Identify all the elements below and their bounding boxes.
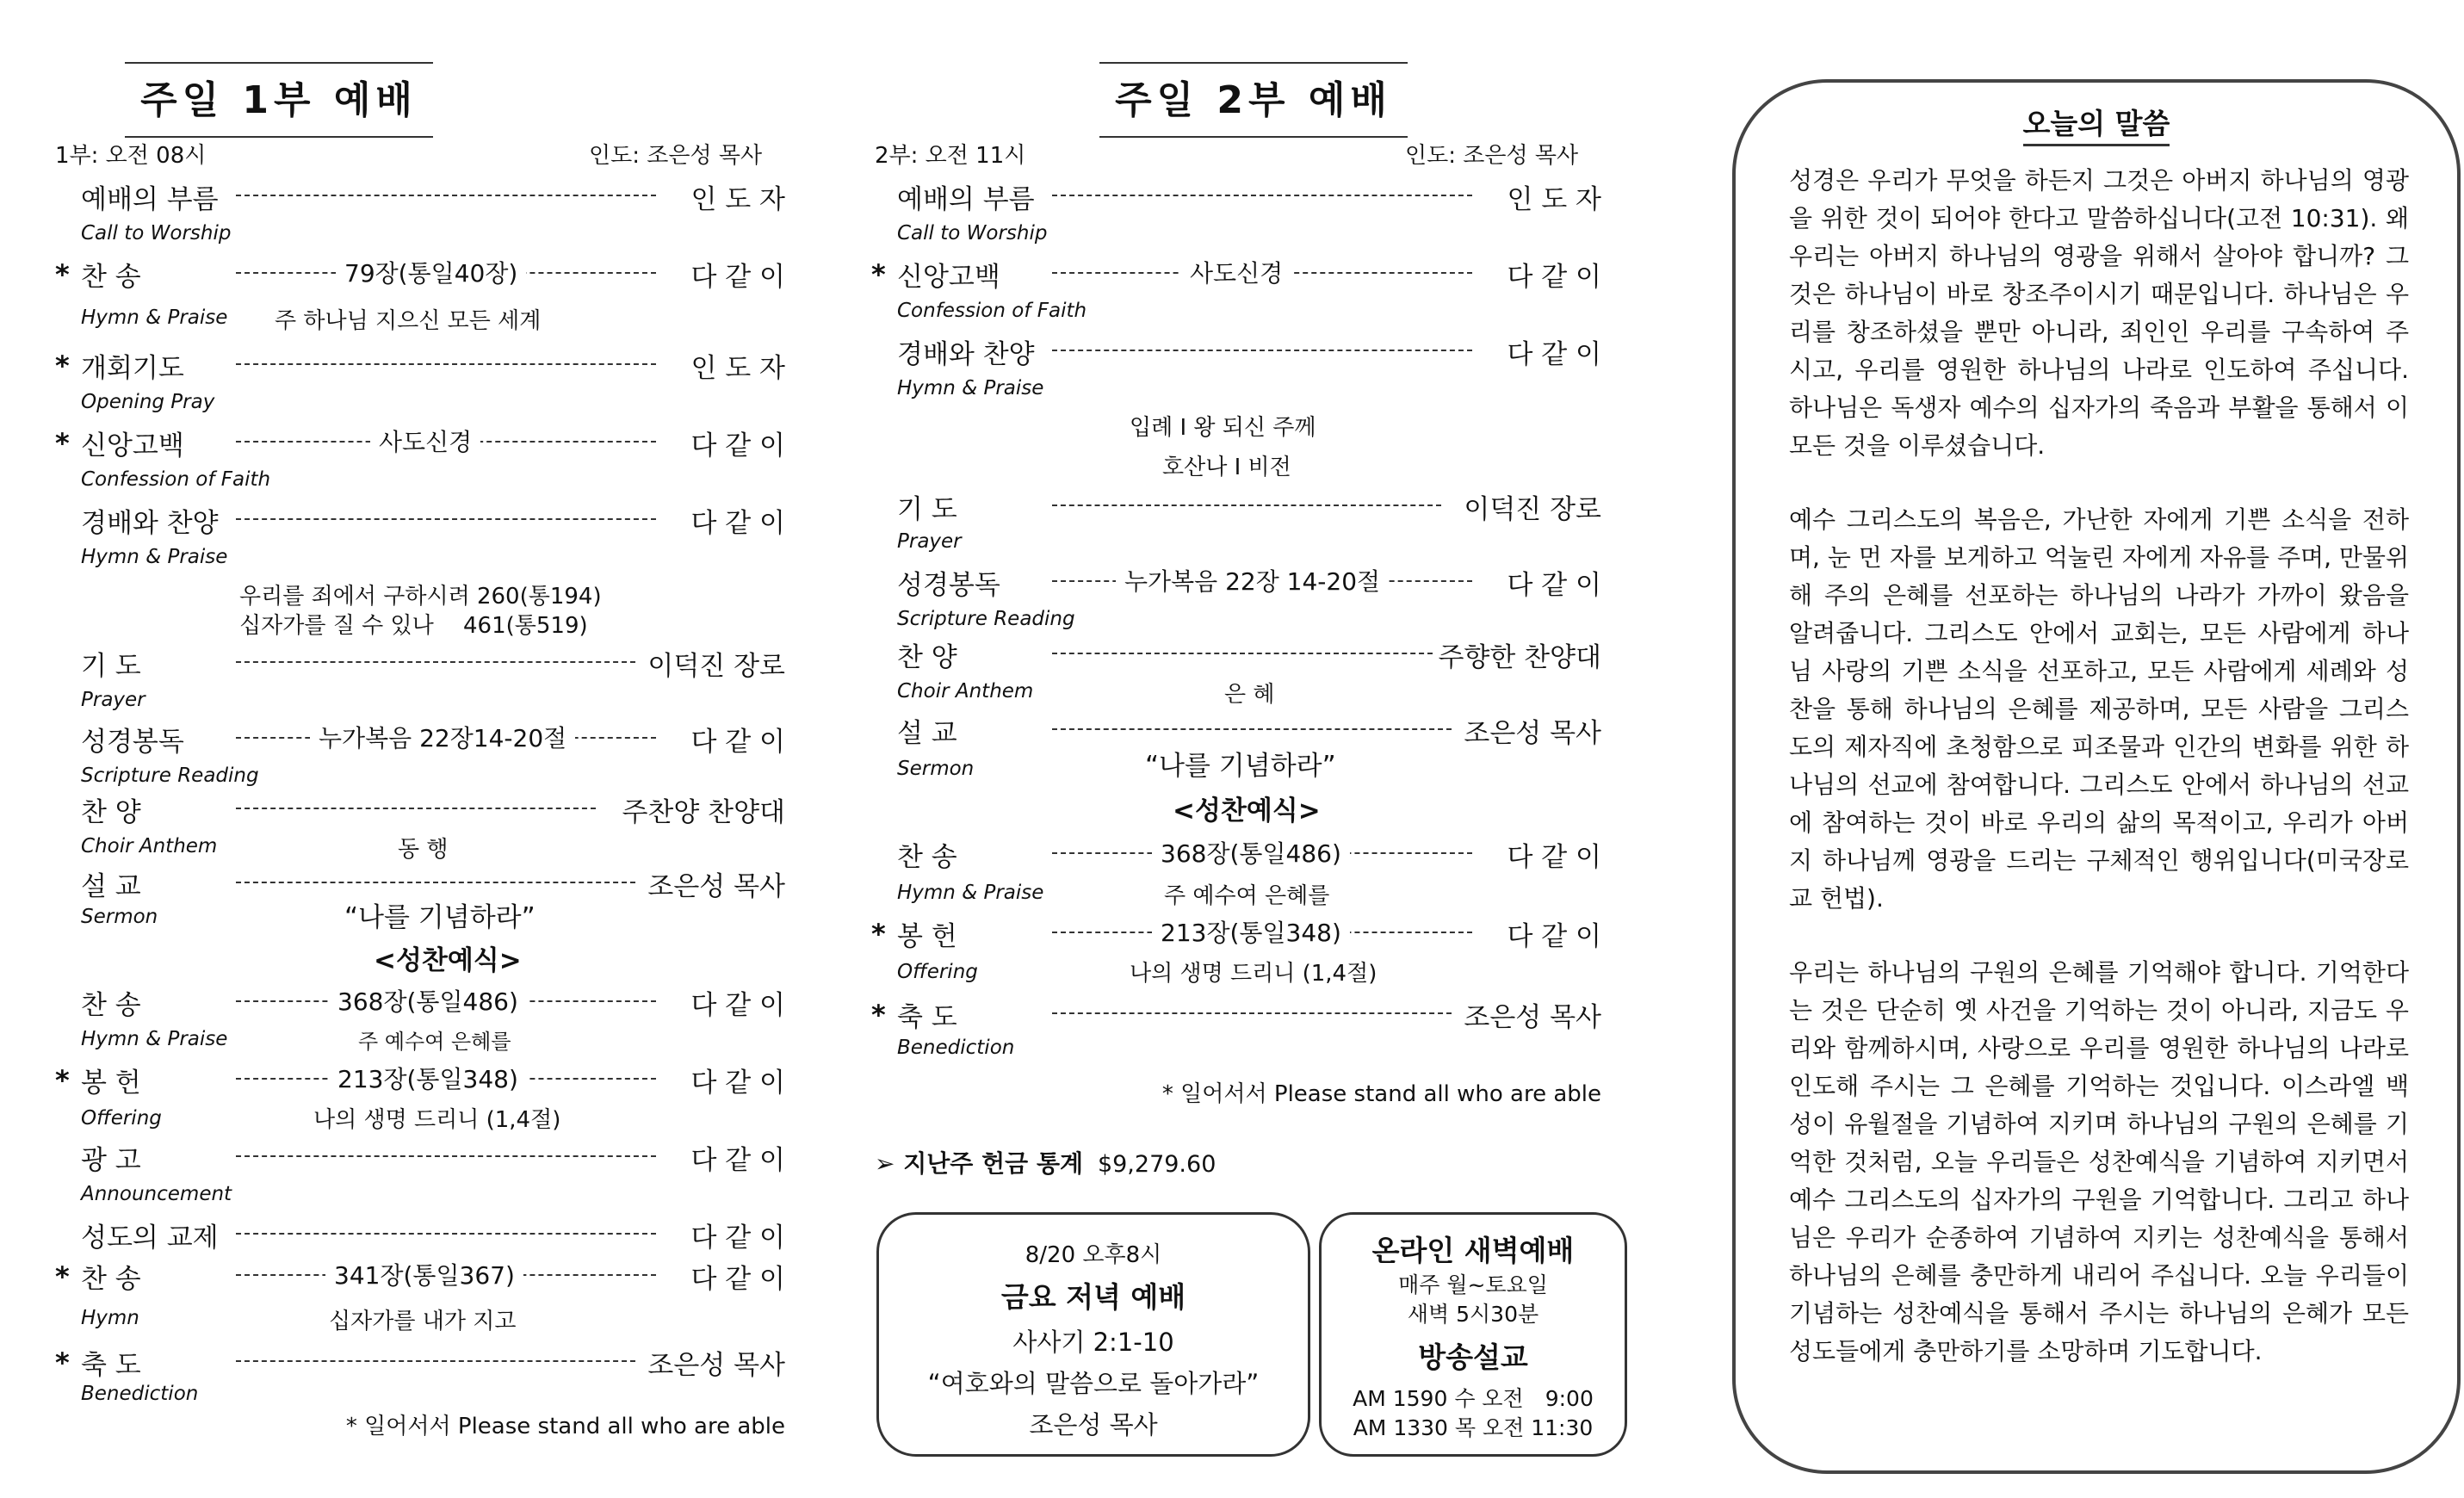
item-name: 성경봉독 — [897, 570, 1000, 601]
dotted-leader — [236, 363, 656, 365]
item-english: Prayer — [897, 530, 962, 553]
order-item — [871, 177, 1601, 214]
hymn-title: 주 하나님 지으신 모든 세계 — [275, 308, 542, 334]
item-leader: 다 같 이 — [690, 1223, 785, 1253]
communion-heading: <성찬예식> — [1173, 795, 1321, 826]
hymn-title: 십자가를 내가 지고 — [329, 1309, 517, 1334]
order-item — [55, 1138, 785, 1174]
offering-hymn-title: 나의 생명 드리니 (1,4절) — [1130, 961, 1377, 987]
dotted-leader — [236, 1233, 656, 1235]
stand-marker: * — [871, 999, 886, 1031]
praise-song-1: 입례 I 왕 되신 주께 — [1130, 415, 1316, 441]
broadcast-am1: AM 1590 수 오전 9:00 — [1353, 1386, 1594, 1411]
item-english: Choir Anthem — [81, 835, 218, 857]
stand-marker: * — [871, 258, 886, 291]
item-leader: 이덕진 장로 — [1464, 494, 1601, 525]
item-name: 찬 송 — [81, 1264, 141, 1295]
stand-note: * 일어서서 Please stand all who are able — [345, 1414, 785, 1439]
item-leader: 다 같 이 — [1507, 570, 1601, 601]
service2-column — [871, 0, 1601, 1498]
item-leader: 인 도 자 — [690, 353, 785, 384]
friday-preacher: 조은성 목사 — [1029, 1410, 1158, 1439]
order-item — [55, 1257, 785, 1293]
todays-word-paragraph-1: 성경은 우리가 무엇을 하든지 그것은 아버지 하나님의 영광을 위한 것이 되어야 한다고 말씀하십니다(고전 10:31). 왜 우리는 아버지 하나님의 영광을 위해서 살아야 합니까? 그것은 하나님이 바로 창조주이시기 때문입니다. 하나님은 우리를 창조하셨을 뿐만 아니라, 죄인인 우리를 구속하여 주시고, 우리를 영원한 하나님의 나라로 인도하여 주십니다. 하나님은 독생자 예수의 십자가의 죽음과 부활을 통해서 이 모든 것을 이루셨습니다. — [1789, 166, 2409, 460]
item-leader: 다 같 이 — [690, 727, 785, 758]
stand-marker: * — [55, 1346, 70, 1379]
scripture: 누가복음 22장14-20절 — [310, 720, 575, 754]
order-item — [871, 563, 1601, 599]
item-name: 경배와 찬양 — [897, 339, 1035, 370]
dawn-title: 온라인 새벽예배 — [1371, 1234, 1575, 1267]
item-name: 광 고 — [81, 1145, 141, 1176]
order-item — [871, 914, 1601, 950]
stand-note: * 일어서서 Please stand all who are able — [1161, 1081, 1601, 1107]
dawn-service-box — [1319, 1212, 1627, 1457]
hymn-number: 341장(통일367) — [325, 1257, 523, 1291]
item-english: Hymn & Praise — [81, 1028, 228, 1050]
item-leader: 다 같 이 — [1507, 842, 1601, 873]
dotted-leader — [1052, 195, 1472, 196]
item-leader: 조은성 목사 — [647, 871, 785, 902]
item-leader: 주찬양 찬양대 — [622, 797, 785, 828]
item-english: Hymn & Praise — [81, 546, 228, 568]
item-name: 봉 헌 — [897, 921, 957, 952]
friday-title: 금요 저녁 예배 — [1000, 1280, 1186, 1314]
item-name: 축 도 — [81, 1350, 141, 1381]
item-english: Hymn & Praise — [81, 306, 228, 329]
item-name: 신앙고백 — [81, 430, 184, 461]
item-leader: 주향한 찬양대 — [1438, 642, 1601, 673]
item-leader: 다 같 이 — [1507, 262, 1601, 293]
creed: 사도신경 — [370, 424, 480, 458]
broadcast-title: 방송설교 — [1418, 1340, 1528, 1374]
dotted-leader — [1052, 504, 1441, 506]
creed: 사도신경 — [1181, 255, 1291, 289]
order-item — [55, 983, 785, 1019]
dotted-leader — [236, 661, 635, 663]
stand-marker: * — [55, 1064, 70, 1097]
service1-title: 주일 1부 예배 — [125, 62, 433, 138]
item-leader: 이덕진 장로 — [647, 651, 785, 682]
item-name: 예배의 부름 — [81, 184, 219, 215]
item-name: 신앙고백 — [897, 262, 1000, 293]
communion-heading: <성찬예식> — [374, 945, 522, 976]
item-english: Hymn & Praise — [897, 882, 1044, 904]
item-name: 설 교 — [81, 871, 141, 902]
service1-time: 1부: 오전 08시 — [55, 143, 207, 169]
todays-word-paragraph-3: 우리는 하나님의 구원의 은혜를 기억해야 합니다. 기억한다는 것은 단순히 옛 사건을 기억하는 것이 아니라, 지금도 우리와 함께하시며, 사랑으로 우리를 영원한 하나님의 나라로 인도해 주시는 그 은혜를 기억하는 것입니다. 이스라엘 백성이 유월절을 기념하여 지키며 하나님의 구원의 은혜를 기억한 것처럼, 오늘 우리들은 성찬예식을 기념하여 지키면서 예수 그리스도의 십자가의 구원을 기억합니다. 그리고 하나님은 우리가 순종하여 기념하여 지키는 성찬예식을 통해서 하나님의 은혜를 충만하게 내리어 주십니다. 오늘 우리들이 기념하는 성찬예식을 통해서 주시는 하나님의 은혜가 모든 성도들에게 충만하기를 소망하며 기도합니다. — [1789, 958, 2409, 1365]
offering-label: ➢ 지난주 헌금 통계 — [875, 1149, 1084, 1178]
order-item — [871, 711, 1601, 747]
item-leader: 다 같 이 — [690, 262, 785, 293]
item-english: Sermon — [897, 758, 975, 780]
offering-stats — [875, 1145, 1216, 1179]
service1-leader: 인도: 조은성 목사 — [589, 143, 763, 169]
item-leader: 조은성 목사 — [1464, 718, 1601, 749]
order-item — [55, 1343, 785, 1379]
hymn-number: 213장(통일348) — [1152, 914, 1350, 949]
dotted-leader — [236, 1360, 635, 1362]
item-leader: 인 도 자 — [690, 184, 785, 215]
item-name: 축 도 — [897, 1002, 957, 1033]
hymn-number: 368장(통일486) — [1152, 835, 1350, 870]
item-leader: 다 같 이 — [690, 1068, 785, 1099]
item-english: Hymn — [81, 1307, 139, 1329]
item-english: Call to Worship — [81, 222, 232, 245]
item-english: Opening Pray — [81, 391, 215, 413]
item-name: 찬 송 — [81, 990, 141, 1021]
dotted-leader — [1052, 653, 1433, 654]
service2-title: 주일 2부 예배 — [1099, 62, 1408, 138]
item-english: Announcement — [81, 1183, 232, 1205]
anthem-title: 은 혜 — [1224, 682, 1275, 708]
dotted-leader — [236, 808, 596, 809]
dawn-time: 새벽 5시30분 — [1407, 1302, 1539, 1327]
item-name: 성경봉독 — [81, 727, 184, 758]
praise-song-2: 호산나 I 비전 — [1162, 455, 1291, 480]
item-name: 찬 송 — [897, 842, 957, 873]
item-leader: 다 같 이 — [690, 1264, 785, 1295]
service2-leader: 인도: 조은성 목사 — [1405, 143, 1579, 169]
order-item — [55, 790, 785, 826]
item-name: 찬 양 — [897, 642, 957, 673]
todays-word-title — [1732, 102, 2461, 142]
item-leader: 다 같 이 — [690, 430, 785, 461]
broadcast-am2: AM 1330 목 오전 11:30 — [1353, 1415, 1594, 1440]
item-name: 경배와 찬양 — [81, 508, 219, 539]
item-english: Confession of Faith — [81, 468, 271, 491]
item-english: Offering — [897, 961, 978, 983]
hymn-number: 213장(통일348) — [329, 1061, 527, 1095]
dotted-leader — [236, 195, 656, 196]
dotted-leader — [1052, 1012, 1452, 1014]
item-name: 봉 헌 — [81, 1068, 141, 1099]
stand-marker: * — [55, 1260, 70, 1293]
order-item — [55, 1216, 785, 1252]
order-item — [871, 835, 1601, 871]
praise-song-2: 십자가를 질 수 있나 461(통519) — [239, 613, 588, 639]
item-english: Confession of Faith — [897, 300, 1087, 322]
item-leader: 인 도 자 — [1507, 184, 1601, 215]
dotted-leader — [236, 1155, 656, 1157]
stand-marker: * — [55, 350, 70, 382]
scripture: 누가복음 22장 14-20절 — [1116, 563, 1389, 597]
hymn-title: 주 예수여 은혜를 — [1164, 883, 1330, 909]
item-english: Sermon — [81, 906, 158, 928]
item-name: 찬 양 — [81, 797, 141, 828]
item-leader: 조은성 목사 — [647, 1350, 785, 1381]
service2-time: 2부: 오전 11시 — [875, 143, 1026, 169]
hymn-number: 368장(통일486) — [329, 983, 527, 1018]
anthem-title: 동 행 — [398, 837, 449, 863]
dotted-leader — [236, 518, 656, 520]
order-item — [871, 995, 1601, 1031]
item-english: Offering — [81, 1107, 162, 1130]
offering-hymn-title: 나의 생명 드리니 (1,4절) — [313, 1107, 561, 1133]
item-english: Call to Worship — [897, 222, 1048, 245]
hymn-title: 주 예수여 은혜를 — [358, 1030, 511, 1054]
service2-title-wrap — [871, 62, 1601, 138]
item-leader: 다 같 이 — [1507, 921, 1601, 952]
friday-date: 8/20 오후8시 — [1025, 1242, 1162, 1268]
sermon-title: “나를 기념하라” — [344, 902, 536, 933]
order-item — [55, 1061, 785, 1097]
stand-marker: * — [55, 427, 70, 460]
friday-sermon: “여호와의 말씀으로 돌아가라” — [927, 1369, 1260, 1398]
item-english: Choir Anthem — [897, 680, 1034, 703]
todays-word-paragraph-2: 예수 그리스도의 복음은, 가난한 자에게 기쁜 소식을 전하며, 눈 먼 자를 보게하고 억눌린 자에게 자유를 주며, 만물위해 주의 은혜를 선포하는 하나님의 나라가 가까이 왔음을 알려줍니다. 그리스도 안에서 교회는, 모든 사람에게 하나님 사랑의 기쁜 소식을 선포하고, 모든 사람에게 세례와 성찬을 통해 하나님의 은혜를 제공하며, 모든 사람을 그리스도의 제자직에 초청함으로 피조물과 인간의 변화를 위한 하나님의 선교에 참여합니다. 그리스도 안에서 하나님의 선교에 참여하는 것이 바로 우리의 삶의 목적이고, 우리가 아버지 하나님께 영광을 드리는 구체적인 행위입니다(미국장로교 헌법). — [1789, 505, 2410, 913]
item-name: 예배의 부름 — [897, 184, 1035, 215]
hymn-number: 79장(통일40장) — [336, 255, 526, 289]
order-item — [55, 346, 785, 382]
offering-amount: $9,279.60 — [1097, 1151, 1217, 1178]
order-item — [871, 635, 1601, 672]
todays-word-title-text: 오늘의 말씀 — [2023, 107, 2170, 146]
item-name: 성도의 교제 — [81, 1223, 219, 1253]
order-item — [55, 644, 785, 680]
item-name: 기 도 — [81, 651, 141, 682]
order-item — [55, 720, 785, 756]
order-item — [871, 255, 1601, 291]
sermon-title: “나를 기념하라” — [1145, 751, 1336, 782]
item-english: Benediction — [81, 1383, 199, 1405]
item-leader: 다 같 이 — [690, 1145, 785, 1176]
item-english: Scripture Reading — [897, 608, 1075, 630]
item-english: Benediction — [897, 1037, 1015, 1059]
item-name: 기 도 — [897, 494, 957, 525]
item-english: Scripture Reading — [81, 764, 259, 787]
stand-marker: * — [55, 258, 70, 291]
dotted-leader — [1052, 350, 1472, 351]
praise-song-1: 우리를 죄에서 구하시려 260(통194) — [239, 584, 602, 610]
service1-column — [55, 0, 785, 1498]
order-item — [871, 332, 1601, 368]
item-leader: 조은성 목사 — [1464, 1002, 1601, 1033]
order-item — [55, 255, 785, 291]
item-english: Hymn & Praise — [897, 377, 1044, 399]
friday-scripture: 사사기 2:1-10 — [1012, 1328, 1174, 1357]
order-item — [871, 487, 1601, 523]
dotted-leader — [236, 882, 635, 883]
item-name: 개회기도 — [81, 353, 184, 384]
dawn-days: 매주 월~토요일 — [1398, 1272, 1548, 1297]
service1-title-wrap — [55, 62, 503, 138]
item-english: Prayer — [81, 689, 145, 711]
friday-service-box — [876, 1212, 1310, 1457]
item-name: 찬 송 — [81, 262, 141, 293]
stand-marker: * — [871, 918, 886, 950]
order-item — [55, 424, 785, 460]
order-item — [55, 177, 785, 214]
order-item — [55, 501, 785, 537]
item-leader: 다 같 이 — [690, 508, 785, 539]
item-name: 설 교 — [897, 718, 957, 749]
dotted-leader — [1052, 728, 1452, 730]
item-leader: 다 같 이 — [690, 990, 785, 1021]
item-leader: 다 같 이 — [1507, 339, 1601, 370]
